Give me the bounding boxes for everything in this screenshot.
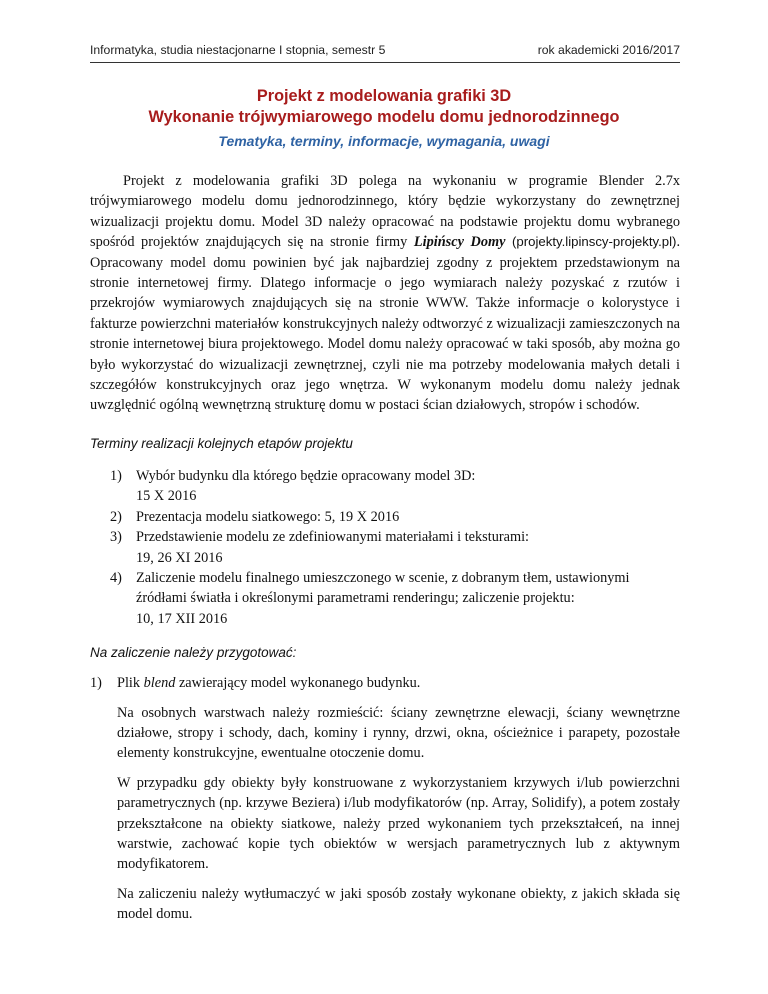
list-item [90, 527, 680, 568]
item-number: 2) [110, 508, 122, 525]
requirement-paragraph: Na zaliczeniu należy wytłumaczyć w jaki sposób zostały wykonane obiekty, z jakich składa się model domu. [117, 885, 680, 923]
list-item [90, 673, 680, 924]
company-name: Lipińscy Domy [413, 234, 506, 251]
item-number: 4) [110, 569, 122, 586]
list-item [90, 466, 680, 507]
terms-list [90, 466, 680, 629]
item-number: 1) [90, 675, 102, 692]
item-date: 19, 26 XI 2016 [136, 549, 223, 566]
document-body [90, 171, 680, 925]
terms-heading: Terminy realizacji kolejnych etapów projektu [90, 435, 353, 451]
item-number: 1) [110, 467, 122, 484]
list-item [90, 568, 680, 629]
item-date: 15 X 2016 [136, 488, 197, 505]
item-text: Przedstawienie modelu ze zdefiniowanymi materiałami i teksturami: [136, 529, 530, 546]
requirement-text-end: zawierający model wykonanego budynku. [175, 675, 421, 692]
item-text: Wybór budynku dla którego będzie opracowany model 3D: [136, 467, 476, 484]
item-number: 3) [110, 529, 122, 546]
project-title: Projekt z modelowania grafiki 3D [256, 87, 512, 105]
header-divider [90, 62, 680, 63]
list-item [90, 507, 680, 527]
file-type: blend [143, 675, 176, 692]
requirement-paragraph: W przypadku gdy obiekty były konstruowane z wykorzystaniem krzywych i/lub powierzchni parametrycznych (np. krzywe Beziera) i/lub modyfikatorów (np. Array, Solidify), a potem zostały przekształcone na obiekty siatkowe, należy przed wykonaniem tych przekształceń, na innej warstwie, zachować kopie tych obiektów w wersjach parametrycznych lub z aktywnym modyfikatorem. [117, 774, 680, 873]
requirements-list [90, 673, 680, 924]
project-subject: Wykonanie trójwymiarowego modelu domu jednorodzinnego [148, 108, 620, 126]
company-website: (projekty.lipinscy-projekty.pl) [512, 234, 677, 250]
intro-paragraph [90, 171, 680, 416]
header-course: Informatyka, studia niestacjonarne I stopnia, semestr 5 [90, 43, 386, 57]
requirement-paragraph: Na osobnych warstwach należy rozmieścić: ściany zewnętrzne elewacji, ściany wewnętrzne działowe, stropy i schody, dach, kominy i rynny, drzwi, okna, ościeżnice i parapety, pozostałe elementy konstrukcyjne, ewentualne otoczenie domu. [117, 704, 680, 762]
intro-text-end: . Opracowany model domu powinien być jak najbardziej zgodny z projektem przedstawionym na stronie internetowej firmy. Dlatego informacje o jego wymiarach należy pozyskać z rzutów i przekrojów wymiarowych znajdujących się na stronie WWW. Także informacje o kolorystyce i fakturze powierzchni materiałów konstrukcyjnych należy odtworzyć z wizualizacji zamieszczonych na stronie internetowej biura projektowego. Model domu należy opracować w taki sposób, aby można go było wykorzystać do wizualizacji zewnętrznej, czyli nie ma potrzeby modelowania małych detali i szczegółów konstrukcyjnych oraz jego wnętrza. W wykonanym modelu domu należy jednak uwzględnić ogólną wewnętrzną strukturę domu w postaci ścian działowych, stropów i schodów. [90, 234, 681, 414]
requirement-text-start: Plik [117, 675, 144, 692]
requirement-title [117, 673, 680, 693]
item-text: Prezentacja modelu siatkowego: 5, 19 X 2016 [136, 508, 400, 525]
header-academic-year: rok akademicki 2016/2017 [537, 43, 680, 57]
title-block [0, 86, 768, 151]
item-date: 10, 17 XII 2016 [136, 610, 228, 627]
item-text: Zaliczenie modelu finalnego umieszczonego w scenie, z dobranym tłem, ustawionymi źródłami światła i określonymi parametrami renderingu; zaliczenie projektu: [136, 569, 630, 607]
intro-text-start: Projekt z modelowania grafiki 3D polega na wykonaniu w programie Blender 2.7x trójwymiarowego modelu domu jednorodzinnego, który będzie wykorzystany do zewnętrznej wizualizacji projektu domu. Model 3D należy opracować na podstawie projektu domu wybranego spośród projektów znajdujących się na stronie firmy [90, 173, 680, 251]
project-subtitle: Tematyka, terminy, informacje, wymagania, uwagi [218, 133, 550, 149]
requirements-heading: Na zaliczenie należy przygotować: [90, 645, 297, 661]
